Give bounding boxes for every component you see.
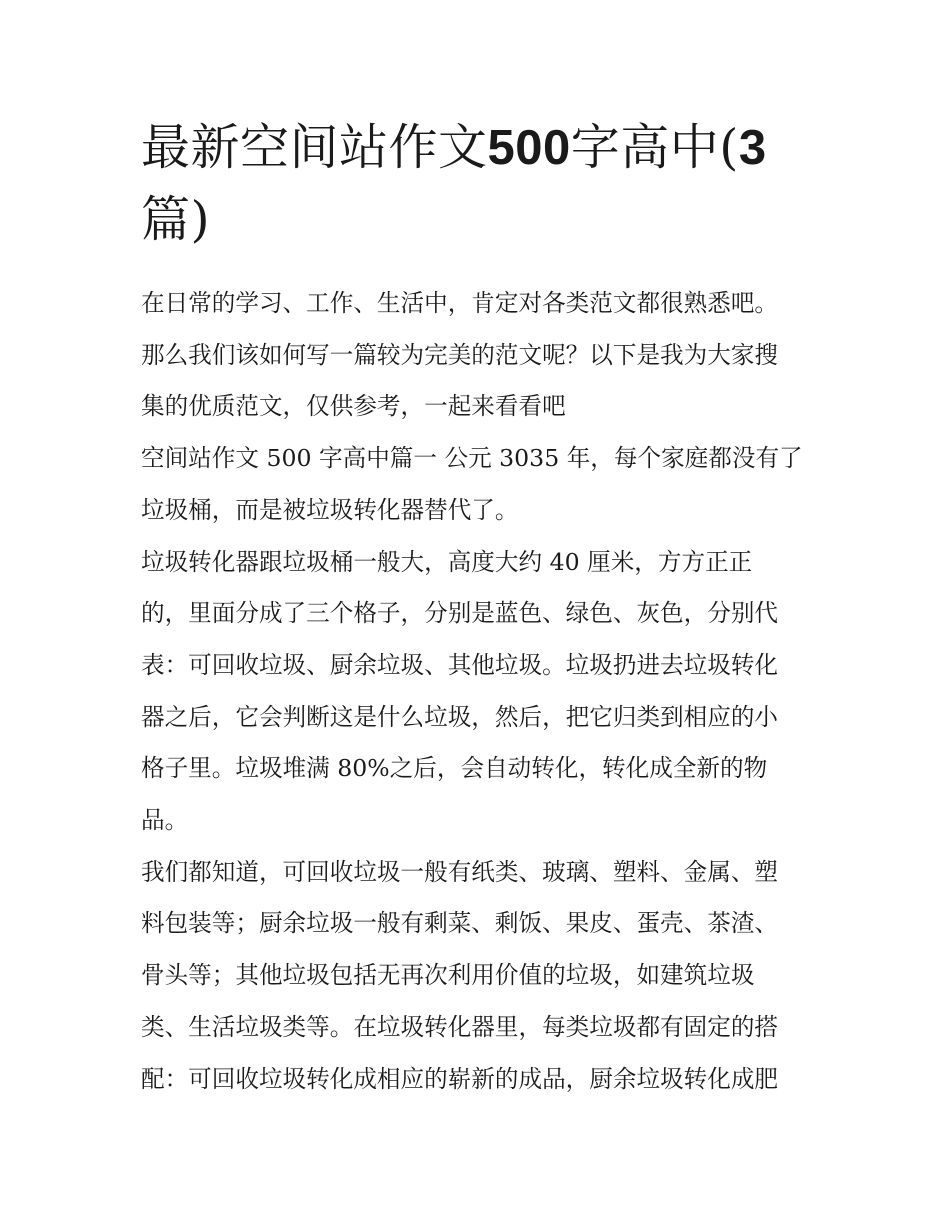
document-body bbox=[141, 278, 813, 1105]
text-line: 那么我们该如何写一篇较为完美的范文呢？以下是我为大家搜 bbox=[141, 340, 779, 369]
paragraph-waste-categories bbox=[141, 847, 813, 1106]
title-part: 3 bbox=[738, 121, 767, 175]
text-line: 类、生活垃圾类等。在垃圾转化器里，每类垃圾都有固定的搭 bbox=[141, 1012, 779, 1041]
paragraph-converter-description bbox=[141, 537, 813, 847]
text-line: 集的优质范文，仅供参考，一起来看看吧 bbox=[141, 392, 566, 421]
paragraph-essay-opening bbox=[141, 433, 813, 536]
title-part: 字高中( bbox=[570, 119, 739, 176]
title-part: 最新空间站作文 bbox=[141, 119, 488, 176]
text-line: 在日常的学习、工作、生活中，肯定对各类范文都很熟悉吧。 bbox=[141, 289, 779, 317]
title-part: 500 bbox=[487, 121, 571, 175]
text-line: 表：可回收垃圾、厨余垃圾、其他垃圾。垃圾扔进去垃圾转化 bbox=[141, 650, 779, 679]
text-line: 格子里。垃圾堆满 80%之后，会自动转化，转化成全新的物 bbox=[141, 754, 768, 783]
text-line: 骨头等；其他垃圾包括无再次利用价值的垃圾，如建筑垃圾 bbox=[141, 961, 755, 990]
text-line: 配：可回收垃圾转化成相应的崭新的成品，厨余垃圾转化成肥 bbox=[141, 1064, 779, 1093]
title-part: 篇) bbox=[141, 191, 211, 248]
document-title bbox=[141, 112, 813, 256]
text-line: 的，里面分成了三个格子，分别是蓝色、绿色、灰色，分别代 bbox=[141, 599, 779, 628]
text-line: 我们都知道，可回收垃圾一般有纸类、玻璃、塑料、金属、塑 bbox=[141, 857, 779, 886]
text-line: 料包装等；厨余垃圾一般有剩菜、剩饭、果皮、蛋壳、茶渣、 bbox=[141, 909, 779, 938]
document-page bbox=[141, 112, 813, 1105]
text-line: 器之后，它会判断这是什么垃圾，然后，把它归类到相应的小 bbox=[141, 702, 779, 731]
paragraph-intro bbox=[141, 278, 813, 433]
text-line: 品。 bbox=[141, 806, 189, 835]
text-line: 空间站作文 500 字高中篇一 公元 3035 年，每个家庭都没有了 bbox=[141, 444, 803, 473]
text-line: 垃圾转化器跟垃圾桶一般大，高度大约 40 厘米，方方正正 bbox=[141, 547, 753, 576]
text-line: 垃圾桶，而是被垃圾转化器替代了。 bbox=[141, 495, 519, 524]
